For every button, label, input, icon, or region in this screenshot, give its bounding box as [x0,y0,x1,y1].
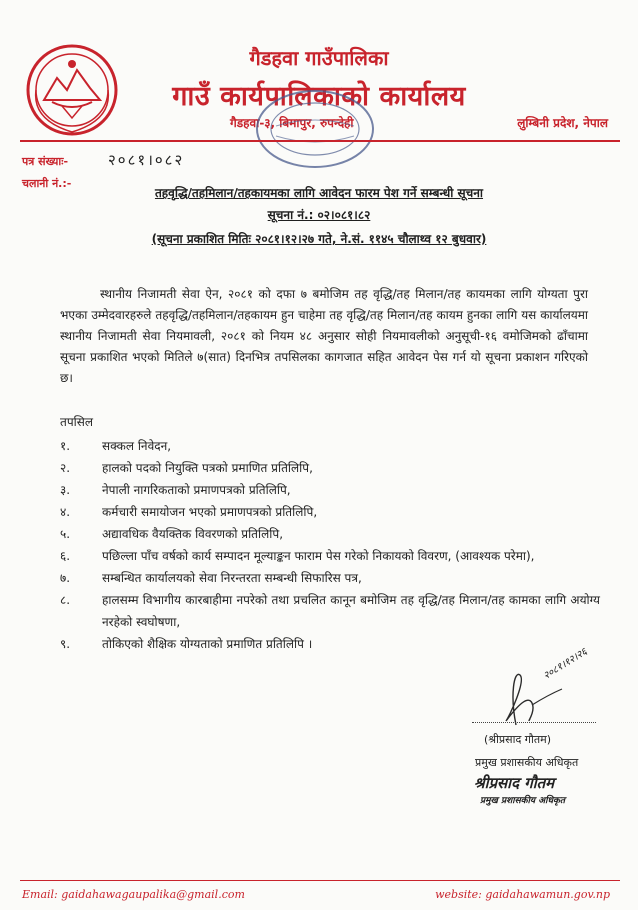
notice-body: स्थानीय निजामती सेवा ऐन, २०८१ को दफा ७ बमोजिम तह वृद्धि/तह मिलान/तह कायमका लागि योग्यता पुरा भएका उम्मेदवारहरुले तहवृद्धि/तहमिलान/तहकायम हुन चाहेमा तह वृद्धि/तह मिलान/तह कायम हुनका लागि यस कार्यालयमा स्थानीय निजामती सेवा नियमावली, २०८१ को नियम ४८ अनुसार सोही नियमावलीको अनुसूची-१६ वमोजिमको ढाँचामा सूचना प्रकाशित भएको मितिले ७(सात) दिनभित्र तपसिलका कागजात सहित आवेदन पेस गर्न यो सूचना प्रकाशन गरिएको छ। [60,287,588,385]
list-item: ४. कर्मचारी समायोजन भएको प्रमाणपत्रको प्रतिलिपि, [60,505,318,519]
footer-divider [20,880,620,881]
office-name: गाउँ कार्यपालिकाको कार्यालय [172,81,466,112]
title-stamp: प्रमुख प्रशासकीय अधिकृत [480,796,566,806]
list-item: ५. अद्यावधिक वैयक्तिक विवरणको प्रतिलिपि, [60,527,284,541]
list-item: ९. तोकिएको शैक्षिक योग्यताको प्रमाणित प्रतिलिपि । [60,637,313,651]
list-item: १. सक्कल निवेदन, [60,439,172,453]
list-item: ३. नेपाली नागरिकताको प्रमाणपत्रको प्रतिलिपि, [60,483,291,497]
signature-line [472,722,596,723]
handwritten-signature-icon [470,655,600,735]
list-title: तपसिल [60,415,94,429]
office-stamp-icon [252,86,378,172]
header-divider [20,140,620,142]
list-item: ६. पछिल्ला पाँच वर्षको कार्य सम्पादन मूल्याङ्कन फाराम पेस गरेको निकायको विवरण, (आवश्यक परेमा), [60,549,535,563]
municipality-name: गैडहवा गाउँपालिका [249,46,389,70]
signatory-name: (श्रीप्रसाद गौतम) [484,733,551,746]
list-item: ८. हालसम्म विभागीय कारबाहीमा नपरेको तथा प्रचलित कानून बमोजिम तह वृद्धि/तह मिलान/तह कामका लागि अयोग्य नरहेको स्वघोषणा, [60,593,600,629]
dispatch-no-label: चलानी नं.:- [22,177,72,190]
name-stamp: श्रीप्रसाद गौतम [474,774,555,792]
letter-no-label: पत्र संख्याः- [22,155,69,168]
province-name: लुम्बिनी प्रदेश, नेपाल [517,116,608,130]
footer-website: website: gaidahawamun.gov.np [435,888,610,901]
notice-number: सूचना नं.: ०२।०८१।८२ [267,208,371,222]
signatory-title: प्रमुख प्रशासकीय अधिकृत [475,756,579,769]
footer-email: Email: gaidahawagaupalika@gmail.com [22,888,245,901]
signature-date: २०८१।१२।२६ [541,646,590,682]
notice-publish-date: (सूचना प्रकाशित मितिः २०८१।१२।२७ गते, ने.सं. ११४५ चौलाथ्व १२ बुधवार) [151,232,487,246]
letter-no-value: २०८१।०८२ [108,151,185,169]
list-item: ७. सम्बन्धित कार्यालयको सेवा निरन्तरता सम्बन्धी सिफारिस पत्र, [60,571,362,585]
list-item: २. हालको पदको नियुक्ति पत्रको प्रमाणित प्रतिलिपि, [60,461,313,475]
notice-subject: तहवृद्धि/तहमिलान/तहकायमका लागि आवेदन फारम पेश गर्ने सम्बन्धी सूचना [154,186,484,200]
office-address: गैडहवा-३, बिमापुर, रुपन्देही [230,116,354,130]
document-list [60,435,600,655]
